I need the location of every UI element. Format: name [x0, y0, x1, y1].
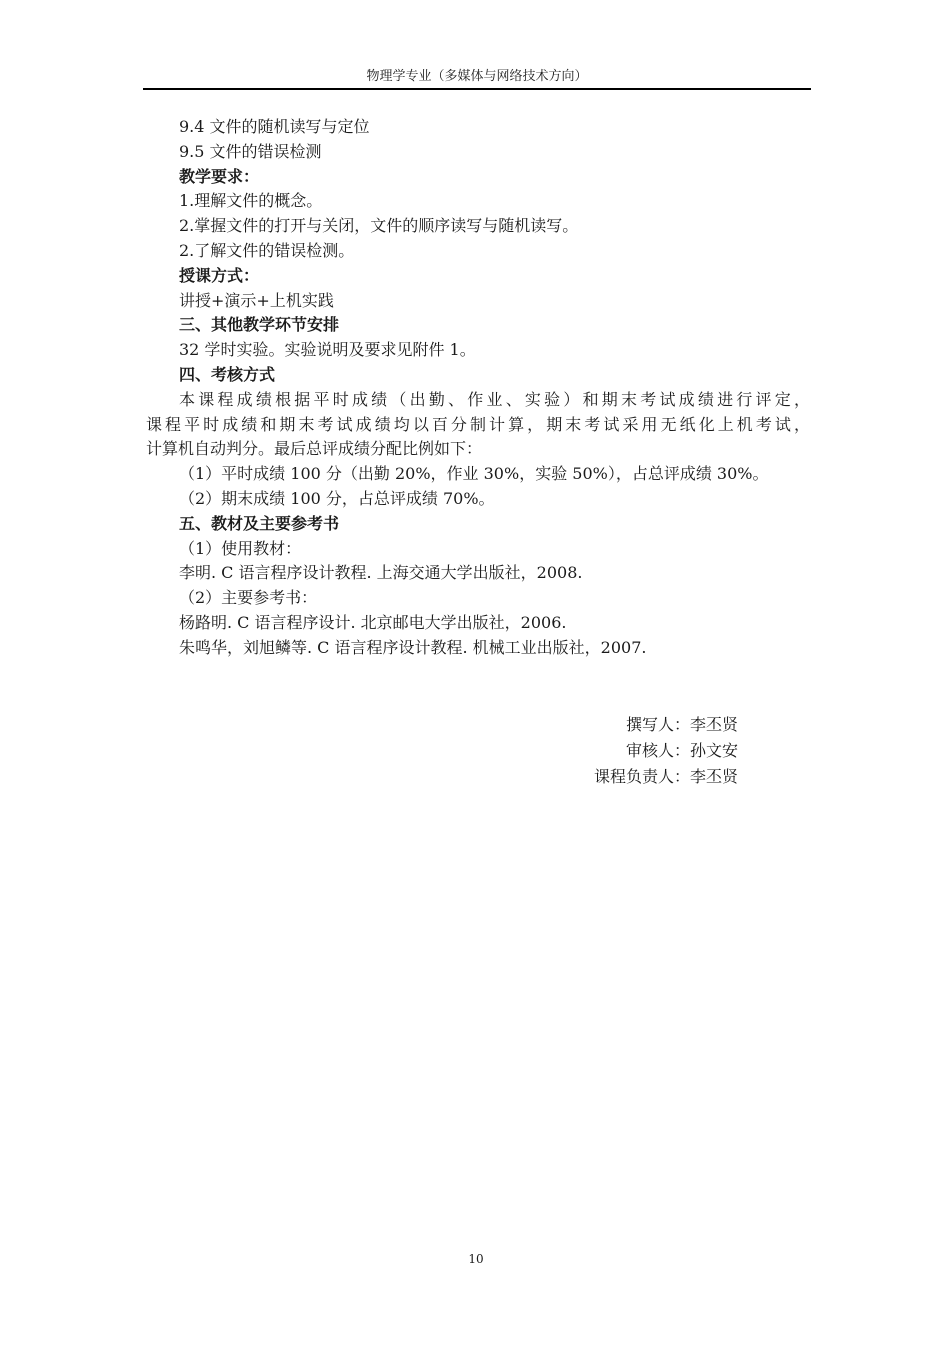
document-body — [146, 115, 810, 661]
reference-entry-1: 杨路明. C 语言程序设计. 北京邮电大学出版社，2006. — [179, 612, 567, 632]
section-item-9-5: 9.5 文件的错误检测 — [179, 141, 322, 161]
teaching-requirements-heading: 教学要求： — [179, 166, 260, 186]
reviewer-signature: 审核人：孙文安 — [625, 741, 738, 760]
requirement-2: 2.掌握文件的打开与关闭，文件的顺序读写与随机读写。 — [179, 216, 579, 236]
reference-entry-2: 朱鸣华，刘旭鳞等. C 语言程序设计教程. 机械工业出版社，2007. — [179, 637, 647, 657]
course-lead-signature: 课程负责人：李丕贤 — [593, 767, 738, 786]
textbook-label: （1）使用教材： — [179, 538, 302, 558]
assessment-item-2: （2）期末成绩 100 分，占总评成绩 70%。 — [179, 488, 495, 508]
header-divider — [143, 88, 811, 90]
page-number: 10 — [468, 1252, 484, 1266]
section-3-heading: 三、其他教学环节安排 — [179, 315, 340, 335]
signature-block — [490, 712, 738, 790]
textbook-entry: 李明. C 语言程序设计教程. 上海交通大学出版社，2008. — [179, 563, 583, 583]
assessment-paragraph-line-2: 课程平时成绩和期末考试成绩均以百分制计算，期末考试采用无纸化上机考试， — [146, 414, 810, 434]
references-label: （2）主要参考书： — [179, 588, 318, 608]
teaching-method-text: 讲授+演示+上机实践 — [179, 290, 334, 310]
section-4-heading: 四、考核方式 — [179, 364, 276, 384]
teaching-method-heading: 授课方式： — [179, 265, 260, 285]
assessment-paragraph-line-3: 计算机自动判分。最后总评成绩分配比例如下： — [146, 439, 483, 459]
section-5-heading: 五、教材及主要参考书 — [179, 513, 340, 533]
section-item-9-4: 9.4 文件的随机读写与定位 — [179, 117, 370, 136]
assessment-item-1: （1）平时成绩 100 分（出勤 20%，作业 30%，实验 50%），占总评成绩 30%。 — [179, 464, 769, 484]
page-header-title: 物理学专业（多媒体与网络技术方向） — [366, 69, 588, 84]
writer-signature: 撰写人：李丕贤 — [625, 715, 738, 734]
requirement-3: 2.了解文件的错误检测。 — [179, 240, 355, 260]
assessment-paragraph-line-1: 本课程成绩根据平时成绩（出勤、作业、实验）和期末考试成绩进行评定， — [179, 389, 810, 409]
section-3-text: 32 学时实验。实验说明及要求见附件 1。 — [179, 340, 476, 360]
requirement-1: 1.理解文件的概念。 — [179, 191, 323, 211]
